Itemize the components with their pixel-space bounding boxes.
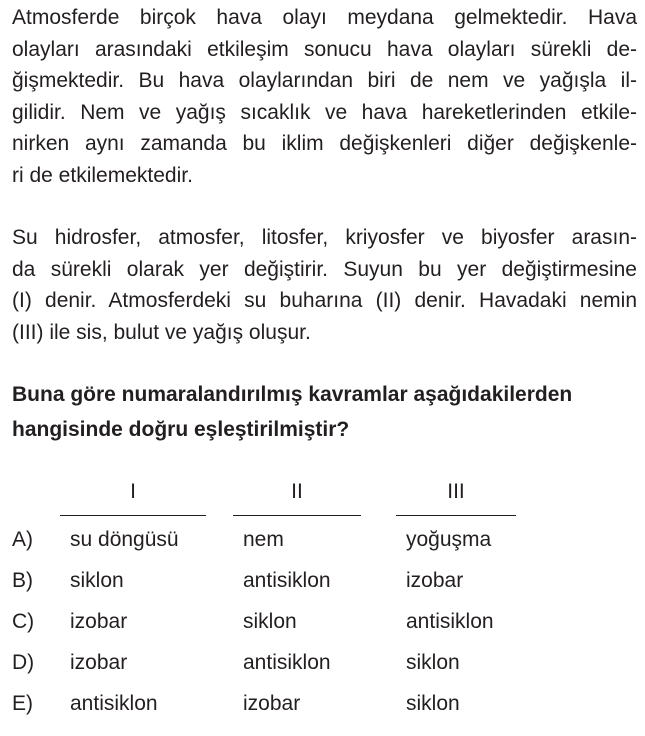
paragraph-line: olayları arasındaki etkileşim sonucu hava olayları sürekli de- [12,37,637,61]
option-value-iii: antisiklon [406,610,494,633]
answer-option-c[interactable] [0,607,645,637]
answer-option-a[interactable] [0,525,645,555]
option-value-iii: siklon [406,651,460,674]
option-value-ii: antisiklon [243,651,331,674]
option-value-i: siklon [70,569,124,592]
option-value-i: izobar [70,651,128,674]
question-stem [12,377,637,447]
context-paragraph-1 [12,2,637,192]
option-letter: C) [12,610,35,633]
paragraph-line: Atmosferde birçok hava olayı meydana gelmektedir. Hava [12,6,637,29]
column-divider-i [60,515,206,516]
option-value-ii: nem [243,528,284,551]
option-value-ii: izobar [243,692,301,715]
answer-option-e[interactable] [0,689,645,719]
option-value-ii: siklon [243,610,297,633]
paragraph-line: gilidir. Nem ve yağış sıcaklık ve hava hareketlerinden etkile- [12,100,637,124]
option-value-i: izobar [70,610,128,633]
question-line: Buna göre numaralandırılmış kavramlar aşağıdakilerden [12,383,573,406]
paragraph-line: nirken aynı zamanda bu iklim değişkenleri diğer değişkenle- [12,132,637,156]
option-value-iii: yoğuşma [406,528,492,551]
option-value-ii: antisiklon [243,569,331,592]
column-header-i: I [130,480,136,503]
column-divider-iii [396,515,516,516]
column-header-iii: III [447,480,465,503]
paragraph-line: ğişmektedir. Bu hava olaylarından biri de nem ve yağışla il- [12,69,637,93]
option-value-iii: siklon [406,692,460,715]
option-value-iii: izobar [406,569,464,592]
option-value-i: su döngüsü [70,528,179,551]
paragraph-line: (I) denir. Atmosferdeki su buharına (II) denir. Havadaki nemin [12,289,637,313]
paragraph-line: ri de etkilemektedir. [12,163,193,187]
column-divider-ii [233,515,361,516]
option-letter: B) [12,569,33,592]
context-paragraph-2 [12,222,637,348]
column-header-ii: II [291,480,303,503]
answer-option-d[interactable] [0,648,645,678]
paragraph-line: (III) ile sis, bulut ve yağış oluşur. [12,320,311,344]
option-letter: A) [12,528,33,551]
paragraph-line: Su hidrosfer, atmosfer, litosfer, kriyosfer ve biyosfer arasın- [12,226,637,249]
question-line: hangisinde doğru eşleştirilmiştir? [12,418,350,441]
option-letter: D) [12,651,35,674]
paragraph-line: da sürekli olarak yer değiştirir. Suyun bu yer değiştirmesine [12,257,637,281]
option-value-i: antisiklon [70,692,158,715]
answer-option-b[interactable] [0,566,645,596]
option-letter: E) [12,692,33,715]
